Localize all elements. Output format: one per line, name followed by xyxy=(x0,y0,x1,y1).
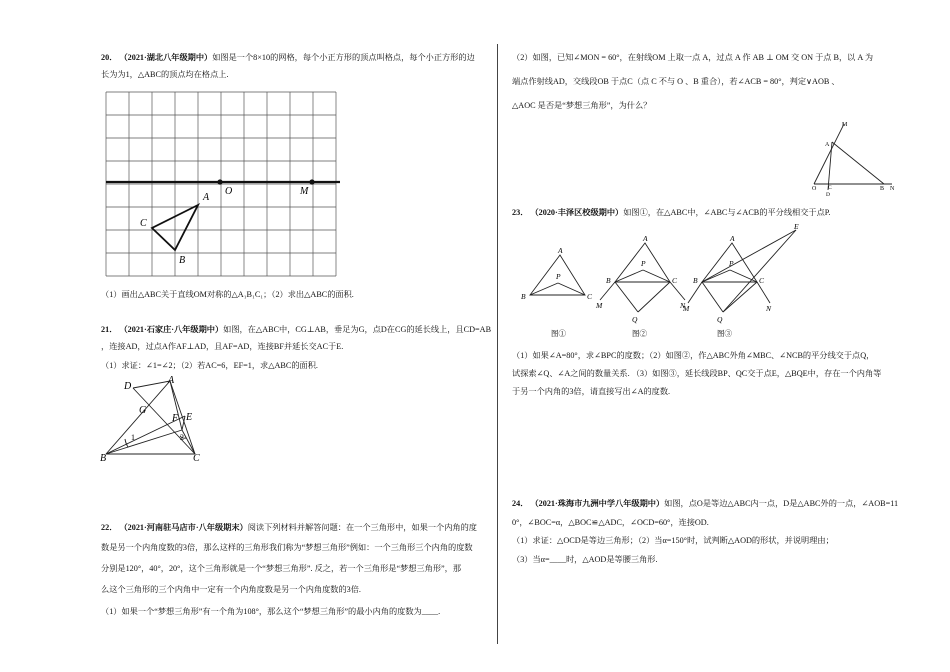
q21-label-e: E xyxy=(186,412,193,423)
q21-label-d: D xyxy=(124,381,132,392)
q22b-text-3: △AOC 是否是“梦想三角形”，为什么？ xyxy=(512,101,652,110)
q23-number: 23． xyxy=(512,208,529,217)
q23-f3-label-b: B xyxy=(693,276,698,285)
q21-number: 21． xyxy=(101,325,118,334)
q21-label-f: F xyxy=(172,413,179,424)
q22-text-2: 数是另一个内角度数的3倍，那么这样的三角形我们称为“梦想三角形”例如：一个三角形三个内角的度数 xyxy=(101,543,473,552)
q20-text-2: 长为为1，△ABC的顶点均在格点上. xyxy=(101,70,229,79)
q23-f2-label-n: N xyxy=(680,301,686,310)
q23-f1-label-b: B xyxy=(521,292,526,301)
q20-source-tag: （2021·湖北八年级期中） xyxy=(119,53,213,62)
q22-text-5: （1）如果一个“梦想三角形”有一个角为108°，那么这个“梦想三角形”的最小内角的度数为____. xyxy=(101,607,441,616)
q22b-text-1: （2）如图，已知∠MON = 60°，在射线OM 上取一点 A，过点 A 作 AB ⊥ OM 交 ON 于点 B，以 A 为 xyxy=(512,53,874,62)
q22b-label-d: D xyxy=(826,192,830,198)
q23-f3-label-e: E xyxy=(794,222,799,231)
q20-label-b: B xyxy=(179,255,186,266)
q23-f3-label-c: C xyxy=(759,276,765,285)
q23-f3-label-p: P xyxy=(729,259,734,268)
q23-fig1-caption: 图① xyxy=(551,329,566,338)
q23-f3-label-m: M xyxy=(683,304,690,313)
q21-text-2: ，连接AD，过点A作AF⊥AD，且AF=AD，连接BF并延长交AC于E. xyxy=(101,342,344,351)
q24-number: 24． xyxy=(512,499,529,508)
q23-source-tag: （2020·丰泽区校级期中） xyxy=(530,208,624,217)
q21-label-a: A xyxy=(168,375,175,386)
q24-source-tag: （2021·珠海市九洲中学八年级期中） xyxy=(530,499,665,508)
q21-text: 如图，在△ABC中，CG⊥AB，垂足为G，点D在CG的延长线上，且CD=AB xyxy=(223,325,492,334)
q20-text: 如图是一个8×10的网格，每个小正方形的顶点叫格点，每个小正方形的边 xyxy=(212,53,475,62)
q23-text-2: （1）如果∠A=80°，求∠BPC的度数；（2）如图②，作△ABC外角∠MBC、∠NCB的平分线交于点Q， xyxy=(512,351,875,360)
q20-label-o: O xyxy=(225,186,233,197)
q20-label-a: A xyxy=(203,192,210,203)
q23-f2-label-q: Q xyxy=(632,315,638,324)
q21-label-2: 2 xyxy=(180,433,184,442)
q24-line1 xyxy=(512,498,898,510)
q23-f2-label-p: P xyxy=(641,259,646,268)
q22b-text-2: 端点作射线AD，交线段OB 于点C（点 C 不与 O 、B 重合），若∠ACB = 80°，判定∨AOB 、 xyxy=(512,77,840,86)
q22b-label-m: M xyxy=(842,122,848,128)
q21-label-g: G xyxy=(139,405,147,416)
q24-text-3: （1）求证：△OCD是等边三角形；（2）当α=150°时，试判断△AOD的形状，并说明理由； xyxy=(512,536,834,545)
q24-text-4: （3）当α=____时，△AOD是等腰三角形. xyxy=(512,555,658,564)
q22-text-3: 分别是120°，40°，20°，这个三角形就是一个“梦想三角形”. 反之，若一个三角形是“梦想三角形”，那 xyxy=(101,564,462,573)
q21-label-c: C xyxy=(193,453,200,464)
q23-f2-label-b: B xyxy=(606,276,611,285)
q20-label-m: M xyxy=(300,186,309,197)
q21-text-3: （1）求证：∠1=∠2；（2）若AC=6，EF=1，求△ABC的面积. xyxy=(101,361,318,370)
q22-text: 阅读下列材料并解答问题：在一个三角形中，如果一个内角的度 xyxy=(247,523,477,532)
q21-source-tag: （2021·石家庄·八年级期中） xyxy=(119,325,224,334)
q23-f3-label-a: A xyxy=(730,234,735,243)
q23-f2-label-c: C xyxy=(672,276,678,285)
q23-text: 如图①，在△ABC中，∠ABC与∠ACB的平分线相交于点P. xyxy=(623,208,831,217)
q23-text-3: 试探索∠Q、∠A之间的数量关系. （3）如图③，延长线段BP、QC交于点E，△BQE中，存在一个内角等 xyxy=(512,369,882,378)
q24-text-2: 0°，∠BOC=α，△BOC≌△ADC，∠OCD=60°，连接OD. xyxy=(512,518,709,527)
q22-source-tag: （2021·河南驻马店市·八年级期末） xyxy=(119,523,248,532)
q21-label-b: B xyxy=(100,453,107,464)
q22-text-4: 么这个三角形的三个内角中一定有一个内角度数是另一个内角度数的3倍. xyxy=(101,585,361,594)
q22b-label-o: O xyxy=(812,186,817,192)
q23-f3-label-q: Q xyxy=(717,315,723,324)
q20-label-c: C xyxy=(140,218,147,229)
q22b-label-a: A xyxy=(825,142,830,148)
q22-number: 22． xyxy=(101,523,118,532)
q24-text: 如图，点O是等边△ABC内一点，D是△ABC外的一点，∠AOB=11 xyxy=(664,499,899,508)
q23-f1-label-c: C xyxy=(587,292,593,301)
q23-f1-label-p: P xyxy=(556,272,561,281)
q23-f1-label-a: A xyxy=(558,246,563,255)
q23-f2-label-a: A xyxy=(643,234,648,243)
q23-fig3-caption: 图③ xyxy=(717,329,732,338)
q23-fig2-caption: 图② xyxy=(632,329,647,338)
q22b-label-b: B xyxy=(880,186,885,192)
q23-f2-label-m: M xyxy=(596,301,603,310)
q21-label-1: 1 xyxy=(131,433,135,442)
q22b-label-n: N xyxy=(890,186,895,192)
q23-f3-label-n: N xyxy=(766,304,772,313)
q20-questions: （1）画出△ABC关于直线OM对称的△A₁B₁C₁；（2）求出△ABC的面积. xyxy=(101,290,354,299)
q22b-label-c: C xyxy=(828,185,832,191)
q20-number: 20． xyxy=(101,53,118,62)
q23-text-4: 于另一个内角的3倍，请直接写出∠A的度数. xyxy=(512,387,671,396)
